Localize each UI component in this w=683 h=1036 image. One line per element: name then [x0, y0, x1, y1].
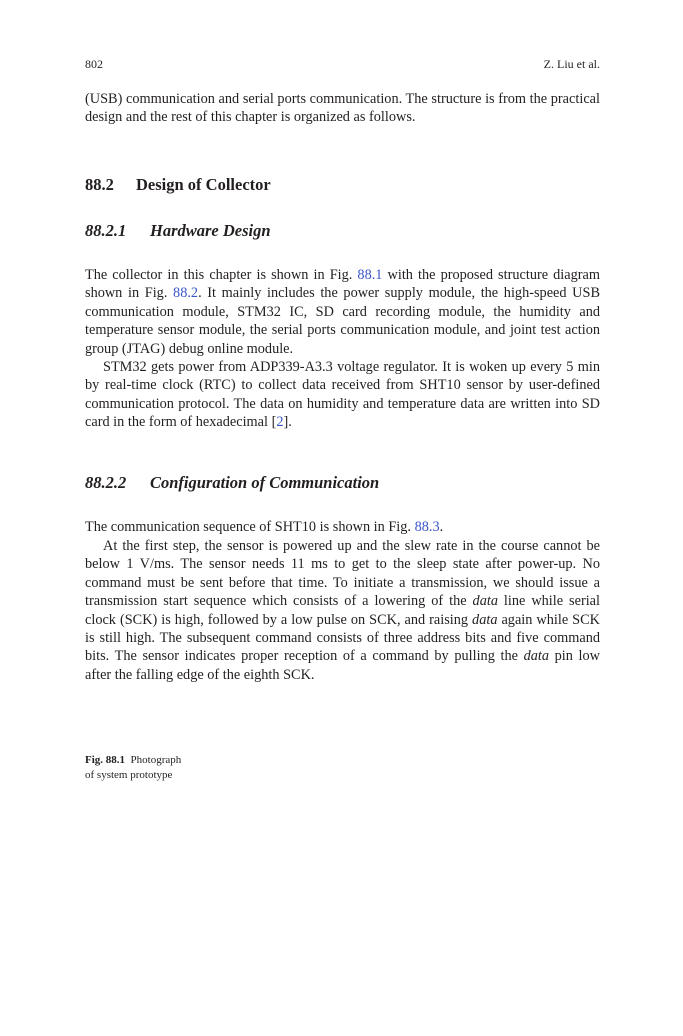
communication-paragraph-2: At the first step, the sensor is powered up and the slew rate in the course cannot be below 1 V/ms. The sensor needs 11 ms to get to the sleep state after power-up. No command must be sent before that time. To initiate a transmission, we should issue a transmission start sequence which consists of a lowering of the data line while serial clock (SCK) is high, followed by a low pulse on SCK, and raising data again while SCK is still high. The subsequent command consists of three address bits and five command bits. The sensor indicates proper reception of a command by pulling the data pin low after the falling edge of the eighth SCK.: [85, 538, 601, 683]
fig-ref-88-3[interactable]: 88.3: [414, 519, 440, 535]
figure-caption-text: Photograph: [130, 754, 182, 766]
subsection-heading-88-2-1: 88.2.1 Hardware Design: [85, 221, 271, 240]
subsection-heading-88-2-2: 88.2.2 Configuration of Communication: [85, 473, 380, 492]
figure-label: Fig. 88.1: [85, 754, 126, 766]
figure-caption-text-2: of system prototype: [85, 769, 173, 781]
running-header: [85, 55, 600, 73]
page-number: 802: [85, 57, 103, 71]
intro-paragraph: (USB) communication and serial ports communication. The structure is from the practical design and the rest of this chapter is organized as follows.: [85, 91, 600, 126]
fig-ref-88-2[interactable]: 88.2: [173, 285, 199, 302]
communication-paragraph-1: The communication sequence of SHT10 is shown in Fig. 88.3.: [85, 519, 444, 535]
citation-ref-2[interactable]: 2: [276, 414, 284, 431]
running-author: Z. Liu et al.: [543, 57, 600, 71]
hardware-paragraph-2: STM32 gets power from ADP339-A3.3 voltage regulator. It is woken up every 5 min by real-time clock (RTC) to collect data received from SHT10 sensor by user-defined communication protocol. The data on humidity and temperature data are written into SD card in the form of hexadecimal [2].: [85, 359, 600, 431]
hardware-paragraph-1: The collector in this chapter is shown in Fig. 88.1 with the proposed structure diagram shown in Fig. 88.2. It mainly includes the power supply module, the high-speed USB communication module, STM32 IC, SD card recording module, the humidity and temperature sensor module, the serial ports communication module, and joint test action group (JTAG) debug online module.: [85, 267, 600, 357]
fig-ref-88-1[interactable]: 88.1: [357, 267, 383, 283]
section-heading-88-2: 88.2 Design of Collector: [85, 175, 271, 194]
figure-caption: [85, 753, 245, 783]
